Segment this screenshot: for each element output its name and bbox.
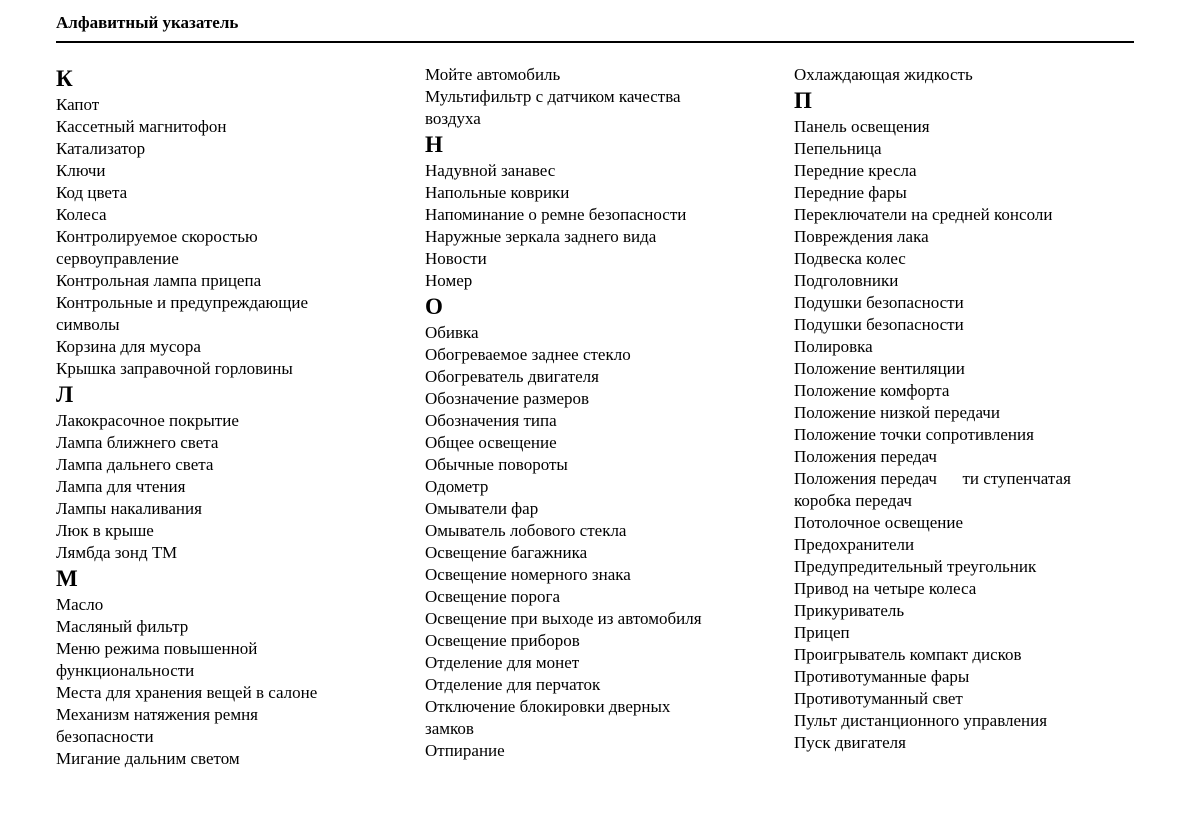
index-entry: Отделение для перчаток bbox=[425, 675, 601, 694]
index-entry: Лампы накаливания bbox=[56, 499, 202, 518]
index-letter-heading: Н bbox=[425, 132, 443, 157]
index-entry: Повреждения лака bbox=[794, 227, 929, 246]
index-entry: Положения передач ти ступенчатая bbox=[794, 469, 1071, 488]
index-letter-heading: К bbox=[56, 66, 73, 91]
index-entry: Общее освещение bbox=[425, 433, 557, 452]
index-entry: Лампа для чтения bbox=[56, 477, 186, 496]
index-entry: Лакокрасочное покрытие bbox=[56, 411, 239, 430]
index-entry: Напольные коврики bbox=[425, 183, 570, 202]
index-entry: Противотуманные фары bbox=[794, 667, 970, 686]
index-entry: Передние фары bbox=[794, 183, 907, 202]
index-entry: Номер bbox=[425, 271, 473, 290]
index-entry: Омыватели фар bbox=[425, 499, 539, 518]
index-entry: Проигрыватель компакт дисков bbox=[794, 645, 1022, 664]
index-entry: Потолочное освещение bbox=[794, 513, 964, 532]
index-entry: безопасности bbox=[56, 727, 154, 746]
index-entry: Обогреватель двигателя bbox=[425, 367, 599, 386]
index-entry: Положение точки сопротивления bbox=[794, 425, 1034, 444]
index-entry: Охлаждающая жидкость bbox=[794, 65, 973, 84]
index-entry: Катализатор bbox=[56, 139, 146, 158]
index-entry: Обогреваемое заднее стекло bbox=[425, 345, 631, 364]
index-entry: Крышка заправочной горловины bbox=[56, 359, 293, 378]
index-entry: функциональности bbox=[56, 661, 195, 680]
index-entry: Лампа дальнего света bbox=[56, 455, 214, 474]
index-entry: Положение низкой передачи bbox=[794, 403, 1000, 422]
page-title: Алфавитный указатель bbox=[56, 13, 239, 32]
page-header bbox=[56, 12, 1134, 43]
index-column-1 bbox=[56, 64, 386, 770]
index-entry: Подушки безопасности bbox=[794, 293, 964, 312]
index-entry: Обозначения типа bbox=[425, 411, 557, 430]
index-entry: Обивка bbox=[425, 323, 479, 342]
index-entry: Омыватель лобового стекла bbox=[425, 521, 627, 540]
index-entry: Контрольная лампа прицепа bbox=[56, 271, 262, 290]
index-entry: Предохранители bbox=[794, 535, 915, 554]
index-entry: Противотуманный свет bbox=[794, 689, 963, 708]
index-entry: коробка передач bbox=[794, 491, 912, 510]
index-entry: Напоминание о ремне безопасности bbox=[425, 205, 687, 224]
index-entry: Надувной занавес bbox=[425, 161, 556, 180]
index-entry: Отпирание bbox=[425, 741, 505, 760]
index-entry: Капот bbox=[56, 95, 100, 114]
index-entry: Полировка bbox=[794, 337, 873, 356]
index-entry: Подушки безопасности bbox=[794, 315, 964, 334]
index-entry: Переключатели на средней консоли bbox=[794, 205, 1053, 224]
index-entry: Пепельница bbox=[794, 139, 882, 158]
index-entry: Одометр bbox=[425, 477, 489, 496]
index-entry: Мойте автомобиль bbox=[425, 65, 561, 84]
index-entry: Подвеска колес bbox=[794, 249, 906, 268]
index-entry: Прикуриватель bbox=[794, 601, 905, 620]
index-entry: Предупредительный треугольник bbox=[794, 557, 1037, 576]
index-entry: Положение комфорта bbox=[794, 381, 950, 400]
index-entry: Передние кресла bbox=[794, 161, 917, 180]
index-entry: замков bbox=[425, 719, 474, 738]
index-entry: Контрольные и предупреждающие bbox=[56, 293, 308, 312]
index-entry: символы bbox=[56, 315, 120, 334]
index-entry: Привод на четыре колеса bbox=[794, 579, 977, 598]
index-entry: Лямбда зонд ТМ bbox=[56, 543, 178, 562]
index-entry: Освещение порога bbox=[425, 587, 561, 606]
index-entry: Мультифильтр с датчиком качества bbox=[425, 87, 681, 106]
index-entry: Колеса bbox=[56, 205, 107, 224]
index-entry: Новости bbox=[425, 249, 487, 268]
index-entry: Освещение номерного знака bbox=[425, 565, 631, 584]
index-entry: Контролируемое скоростью bbox=[56, 227, 258, 246]
index-entry: Механизм натяжения ремня bbox=[56, 705, 258, 724]
index-column-3 bbox=[794, 64, 1134, 754]
index-entry: Ключи bbox=[56, 161, 106, 180]
index-entry: Освещение при выходе из автомобиля bbox=[425, 609, 702, 628]
index-entry: Обычные повороты bbox=[425, 455, 568, 474]
index-letter-heading: П bbox=[794, 88, 812, 113]
index-entry: Масляный фильтр bbox=[56, 617, 189, 636]
index-entry: Освещение багажника bbox=[425, 543, 588, 562]
index-entry: Обозначение размеров bbox=[425, 389, 590, 408]
index-entry: сервоуправление bbox=[56, 249, 179, 268]
index-entry: Отделение для монет bbox=[425, 653, 580, 672]
index-entry: Кассетный магнитофон bbox=[56, 117, 227, 136]
index-entry: Масло bbox=[56, 595, 104, 614]
index-entry: Люк в крыше bbox=[56, 521, 154, 540]
index-entry: Положения передач bbox=[794, 447, 937, 466]
index-entry: Панель освещения bbox=[794, 117, 930, 136]
index-entry: Наружные зеркала заднего вида bbox=[425, 227, 657, 246]
index-entry: Пульт дистанционного управления bbox=[794, 711, 1048, 730]
index-entry: Лампа ближнего света bbox=[56, 433, 219, 452]
index-entry: Код цвета bbox=[56, 183, 128, 202]
index-entry: воздуха bbox=[425, 109, 481, 128]
index-entry: Мигание дальним светом bbox=[56, 749, 240, 768]
index-letter-heading: О bbox=[425, 294, 443, 319]
index-entry: Меню режима повышенной bbox=[56, 639, 258, 658]
index-entry: Прицеп bbox=[794, 623, 850, 642]
index-entry: Корзина для мусора bbox=[56, 337, 201, 356]
index-letter-heading: М bbox=[56, 566, 78, 591]
index-column-2 bbox=[425, 64, 755, 762]
index-entry: Отключение блокировки дверных bbox=[425, 697, 671, 716]
index-entry: Подголовники bbox=[794, 271, 899, 290]
index-entry: Положение вентиляции bbox=[794, 359, 965, 378]
index-entry: Освещение приборов bbox=[425, 631, 580, 650]
index-entry: Пуск двигателя bbox=[794, 733, 906, 752]
index-letter-heading: Л bbox=[56, 382, 74, 407]
index-entry: Места для хранения вещей в салоне bbox=[56, 683, 318, 702]
